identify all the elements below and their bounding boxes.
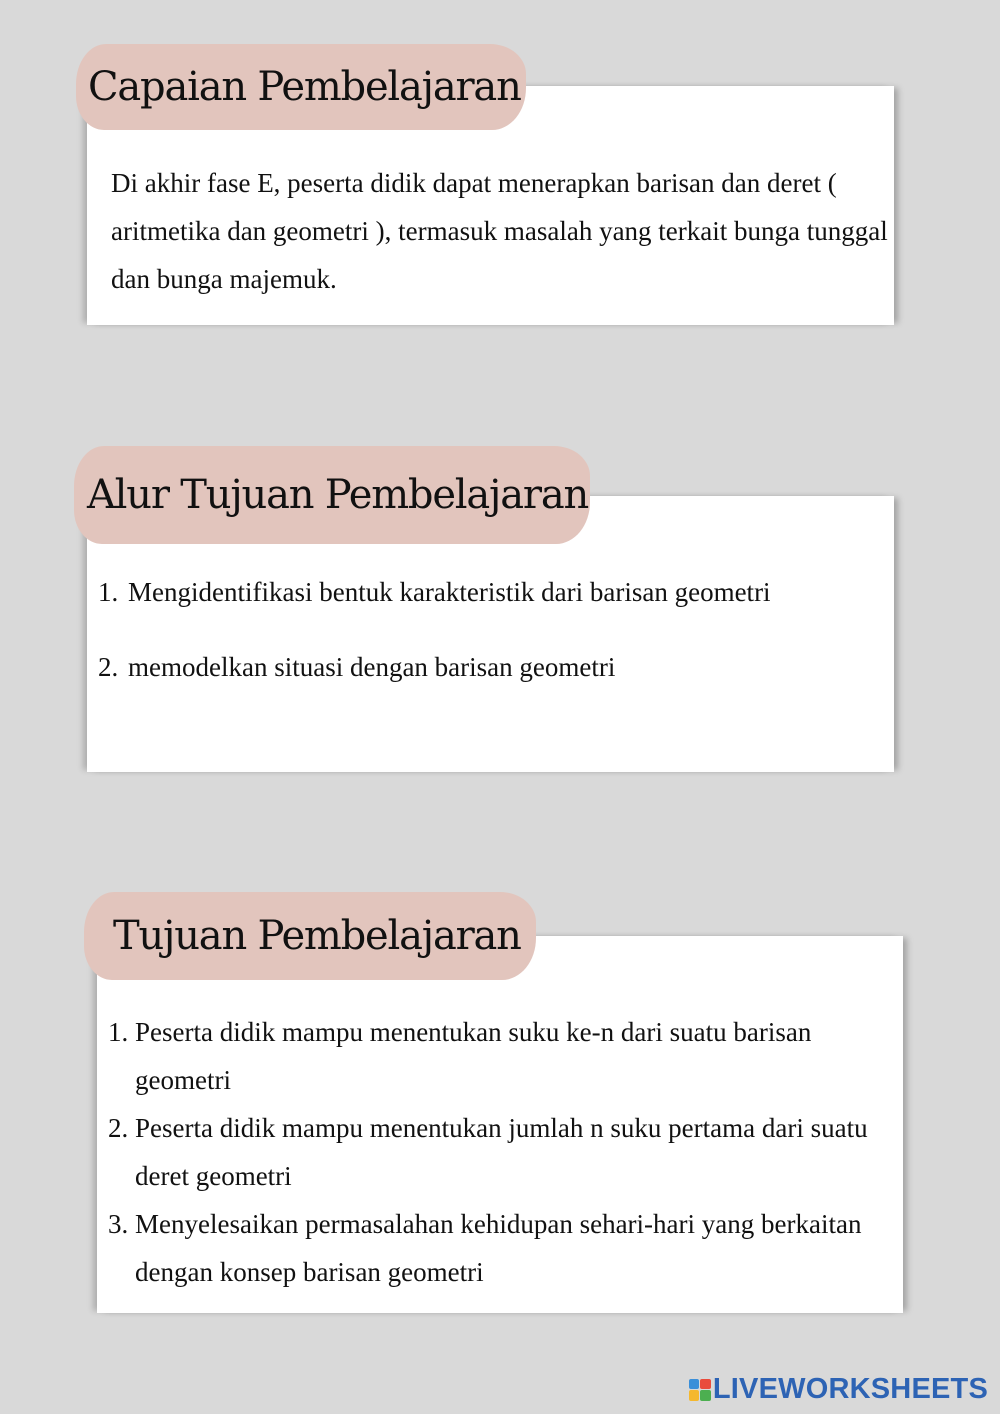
list-item-number: 1. xyxy=(98,577,119,607)
list-item-text: memodelkan situasi dengan barisan geometri xyxy=(128,652,616,682)
tujuan-title-tag xyxy=(84,892,536,980)
alur-list xyxy=(98,572,888,687)
list-item-number: 2. xyxy=(98,652,119,682)
liveworksheets-logo-icon xyxy=(689,1379,711,1401)
list-item-number: 1. xyxy=(108,1017,129,1047)
list-item-text: Peserta didik mampu menentukan suku ke-n dari suatu barisan geometri xyxy=(135,1017,812,1095)
logo-square-green xyxy=(700,1390,711,1401)
list-item xyxy=(108,1200,898,1296)
logo-square-red xyxy=(700,1379,711,1390)
list-item xyxy=(108,1104,898,1200)
tujuan-list xyxy=(108,1008,898,1296)
list-item-number: 3. xyxy=(108,1209,129,1239)
list-item xyxy=(98,572,888,612)
liveworksheets-branding[interactable] xyxy=(689,1373,988,1406)
liveworksheets-wordmark: LIVEWORKSHEETS xyxy=(712,1373,988,1405)
logo-square-blue xyxy=(689,1379,700,1390)
list-item-number: 2. xyxy=(108,1113,129,1143)
alur-title-tag xyxy=(74,446,590,544)
alur-title: Alur Tujuan Pembelajaran xyxy=(87,472,589,518)
list-item xyxy=(98,647,888,687)
list-item-text: Mengidentifikasi bentuk karakteristik dari barisan geometri xyxy=(128,577,771,607)
capaian-paragraph: Di akhir fase E, peserta didik dapat menerapkan barisan dan deret ( aritmetika dan geometri ), termasuk masalah yang terkait bunga tunggal dan bunga majemuk. xyxy=(111,168,888,294)
capaian-title-tag xyxy=(76,44,526,130)
list-item-text: Peserta didik mampu menentukan jumlah n suku pertama dari suatu deret geometri xyxy=(135,1113,868,1191)
list-item xyxy=(108,1008,898,1104)
list-item-text: Menyelesaikan permasalahan kehidupan sehari-hari yang berkaitan dengan konsep barisan geometri xyxy=(135,1209,862,1287)
tujuan-title: Tujuan Pembelajaran xyxy=(113,913,521,959)
capaian-title: Capaian Pembelajaran xyxy=(88,64,521,110)
logo-square-yellow xyxy=(689,1390,700,1401)
